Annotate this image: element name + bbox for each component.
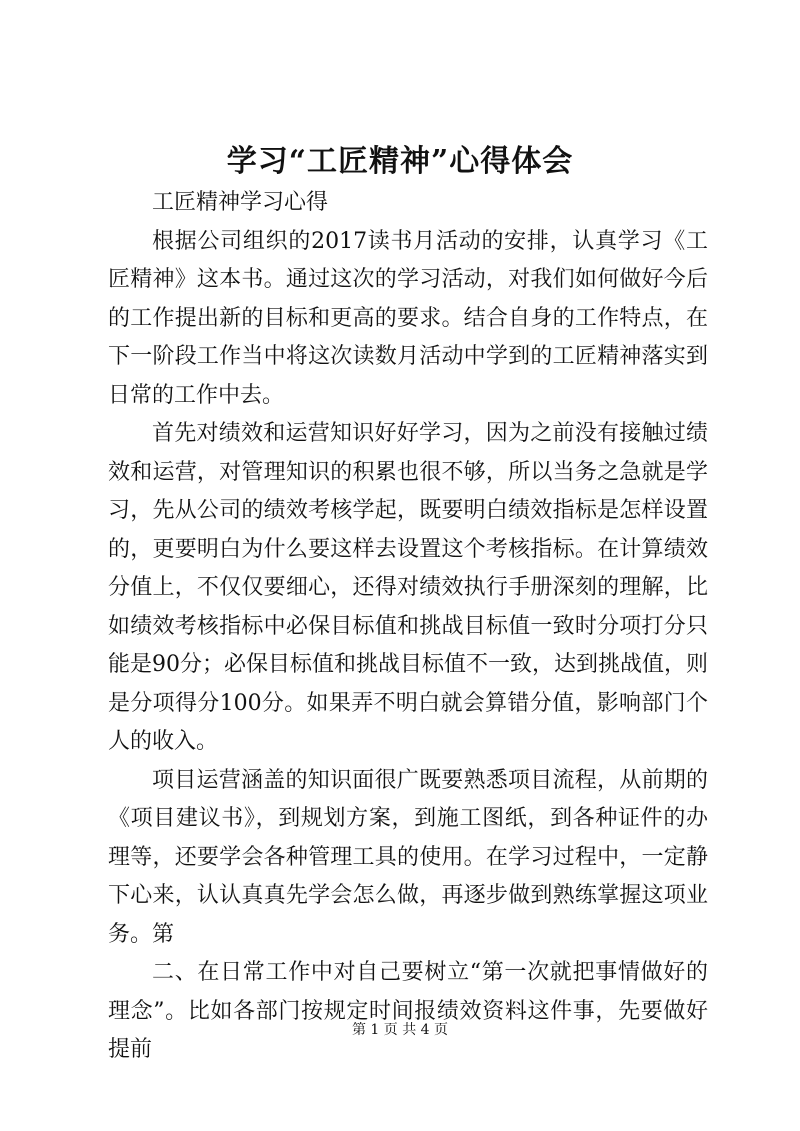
paragraph-3: 项目运营涵盖的知识面很广既要熟悉项目流程，从前期的《项目建议书》，到规划方案，到施工图纸，到各种证件的办理等，还要学会各种管理工具的使用。在学习过程中，一定静下心来，认认真真先学会怎么做，再逐步做到熟练掌握这项业务。第 bbox=[108, 767, 708, 947]
paragraph-2: 首先对绩效和运营知识好好学习，因为之前没有接触过绩效和运营，对管理知识的积累也很不够，所以当务之急就是学习，先从公司的绩效考核学起，既要明白绩效指标是怎样设置的，更要明白为什么要这样去设置这个考核指标。在计算绩效分值上，不仅仅要细心，还得对绩效执行手册深刻的理解，比如绩效考核指标中必保目标值和挑战目标值一致时分项打分只能是90分；必保目标值和挑战目标值不一致，达到挑战值，则是分项得分100分。如果弄不明白就会算错分值，影响部门个人的收入。 bbox=[108, 421, 708, 754]
document-title: 学习“工匠精神”心得体会 bbox=[226, 144, 574, 179]
document-body bbox=[108, 184, 708, 1070]
paragraph-subtitle: 工匠精神学习心得 bbox=[152, 190, 329, 215]
page-number: 第 1 页 共 4 页 bbox=[351, 1022, 449, 1038]
paragraph-1: 根据公司组织的2017读书月活动的安排，认真学习《工匠精神》这本书。通过这次的学习活动，对我们如何做好今后的工作提出新的目标和更高的要求。结合自身的工作特点，在下一阶段工作当中将这次读数月活动中学到的工匠精神落实到日常的工作中去。 bbox=[108, 228, 708, 408]
paragraph-4: 二、在日常工作中对自己要树立“第一次就把事情做好的理念”。比如各部门按规定时间报绩效资料这件事，先要做好提前 bbox=[108, 960, 708, 1062]
